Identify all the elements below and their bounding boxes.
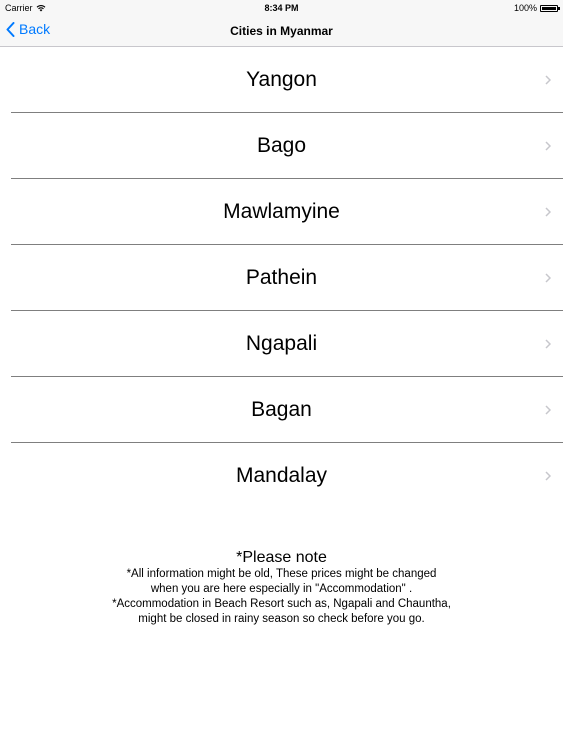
note-line: when you are here especially in "Accommodation" .	[150, 583, 413, 595]
note-title: *Please note	[236, 549, 327, 566]
status-time: 8:34 PM	[264, 3, 299, 13]
battery-indicator	[514, 3, 558, 13]
chevron-right-icon	[545, 75, 551, 85]
city-label: Pathein	[245, 266, 318, 289]
city-label: Mawlamyine	[223, 200, 340, 223]
list-item[interactable]	[0, 113, 563, 179]
city-label: Bagan	[251, 398, 312, 421]
battery-icon	[540, 5, 558, 12]
note-line: *All information might be old, These prices might be changed	[126, 568, 437, 580]
note-line: *Accommodation in Beach Resort such as, Ngapali and Chauntha,	[112, 598, 451, 610]
back-button-label: Back	[19, 21, 51, 37]
status-bar	[0, 0, 563, 16]
page-title: Cities in Myanmar	[230, 24, 333, 38]
list-item[interactable]	[0, 311, 563, 377]
list-item[interactable]	[0, 245, 563, 311]
list-item[interactable]	[0, 179, 563, 245]
city-label: Ngapali	[245, 332, 318, 355]
list-item[interactable]	[0, 47, 563, 113]
chevron-right-icon	[545, 405, 551, 415]
chevron-right-icon	[545, 273, 551, 283]
chevron-right-icon	[545, 141, 551, 151]
chevron-right-icon	[545, 471, 551, 481]
city-label: Bago	[256, 134, 307, 157]
battery-percent: 100%	[513, 3, 537, 13]
disclaimer-note	[0, 548, 563, 627]
list-item[interactable]	[0, 443, 563, 509]
chevron-right-icon	[545, 339, 551, 349]
city-label: Yangon	[246, 68, 317, 91]
city-label: Mandalay	[235, 464, 328, 487]
carrier-label: Carrier	[5, 3, 33, 13]
list-item[interactable]	[0, 377, 563, 443]
note-line: might be closed in rainy season so check before you go.	[138, 613, 425, 625]
navigation-bar	[0, 16, 563, 47]
chevron-right-icon	[545, 207, 551, 217]
city-list	[0, 47, 563, 509]
